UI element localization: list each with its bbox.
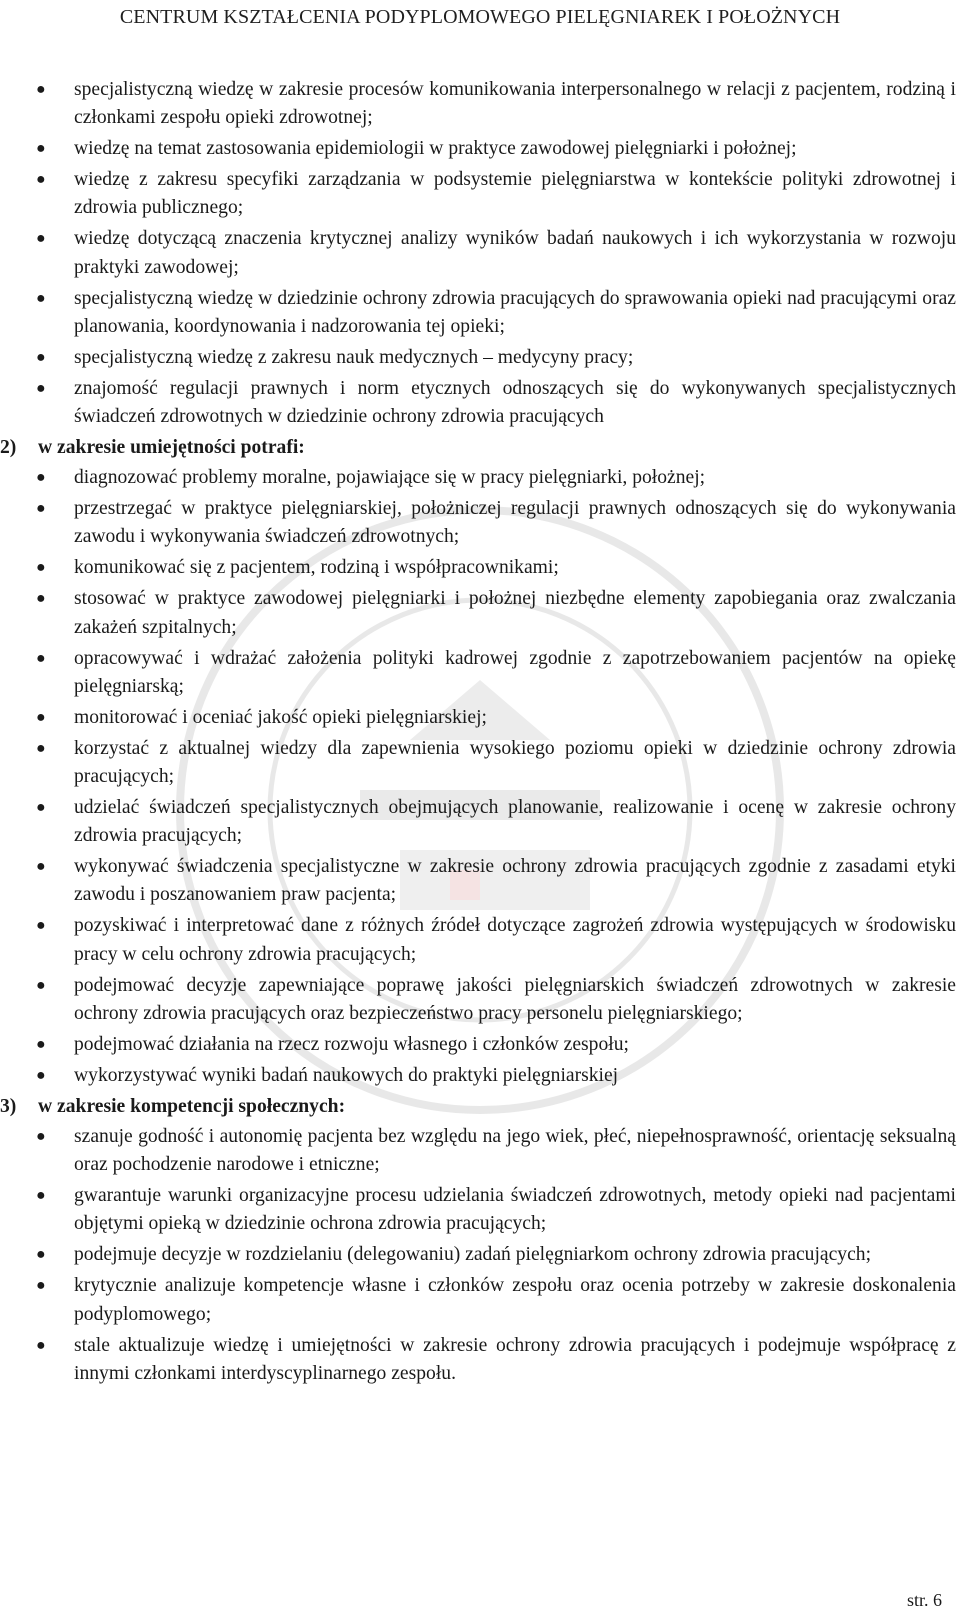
bullet-icon: ● <box>36 348 46 366</box>
list-item: ● komunikować się z pacjentem, rodziną i współpracownikami; <box>36 554 956 582</box>
list-item: ● specjalistyczną wiedzę z zakresu nauk medycznych – medycyny pracy; <box>36 344 956 372</box>
bullet-icon: ● <box>36 81 46 98</box>
list-item: ● specjalistyczną wiedzę w dziedzinie ochrony zdrowia pracujących do sprawowania opieki nad pracującymi oraz planowania, koordynowania i nadzorowania tej opieki; <box>36 285 956 341</box>
list-item: ● stosować w praktyce zawodowej pielęgniarki i położnej niezbędne elementy zapobiegania oraz zwalczania zakażeń szpitalnych; <box>36 585 956 641</box>
section3-list <box>36 1123 956 1388</box>
section1-list <box>36 76 956 431</box>
bullet-icon: ● <box>36 1187 46 1205</box>
bullet-icon: ● <box>36 917 46 935</box>
bullet-icon: ● <box>36 976 46 994</box>
bullet-icon: ● <box>36 140 46 158</box>
list-item: ● wiedzę z zakresu specyfiki zarządzania w podsystemie pielęgniarstwa w kontekście polityki zdrowotnej i zdrowia publicznego; <box>36 166 956 222</box>
list-item: ● wykonywać świadczenia specjalistyczne w zakresie ochrony zdrowia pracujących zgodnie z zasadami etyki zawodu i poszanowaniem praw pacjenta; <box>36 853 956 909</box>
section2-list <box>36 464 956 1090</box>
list-item: ● wiedzę na temat zastosowania epidemiologii w praktyce zawodowej pielęgniarki i położnej; <box>36 135 956 163</box>
list-item: ● wiedzę dotyczącą znaczenia krytycznej analizy wyników badań naukowych i ich wykorzystania w rozwoju praktyki zawodowej; <box>36 225 956 281</box>
bullet-icon: ● <box>36 1035 46 1053</box>
list-item: ● podejmować decyzje zapewniające poprawę jakości pielęgniarskich świadczeń zdrowotnych w zakresie ochrony zdrowia pracujących oraz bezpieczeństwo pracy personelu pielęgniarskiego; <box>36 972 956 1028</box>
list-item: ● udzielać świadczeń specjalistycznych obejmujących planowanie, realizowanie i ocenę w zakresie ochrony zdrowia pracujących; <box>36 794 956 850</box>
list-item: ● przestrzegać w praktyce pielęgniarskiej, położniczej regulacji prawnych odnoszących się do wykonywania zawodu i wykonywania świadczeń zdrowotnych; <box>36 495 956 551</box>
list-item: ● gwarantuje warunki organizacyjne procesu udzielania świadczeń zdrowotnych, metody opieki nad pacjentami objętymi opieką w dziedzinie ochrona zdrowia pracujących; <box>36 1182 956 1238</box>
bullet-icon: ● <box>36 799 46 817</box>
list-item: ● pozyskiwać i interpretować dane z różnych źródeł dotyczące zagrożeń zdrowia występujących w środowisku pracy w celu ochrony zdrowia pracujących; <box>36 912 956 968</box>
bullet-icon: ● <box>36 379 46 397</box>
bullet-icon: ● <box>36 1066 46 1084</box>
bullet-icon: ● <box>36 289 46 307</box>
section-number: 2) <box>0 437 17 459</box>
section-title: w zakresie umiejętności potrafi: <box>38 437 305 459</box>
bullet-icon: ● <box>36 1277 46 1295</box>
list-item: ● krytycznie analizuje kompetencje własne i członków zespołu oraz ocenia potrzeby w zakresie doskonalenia podyplomowego; <box>36 1272 956 1328</box>
list-item: ● stale aktualizuje wiedzę i umiejętności w zakresie ochrony zdrowia pracujących i podejmuje współpracę z innymi członkami interdyscyplinarnego zespołu. <box>36 1332 956 1388</box>
bullet-icon: ● <box>36 1336 46 1354</box>
list-item: ● znajomość regulacji prawnych i norm etycznych odnoszących się do wykonywanych specjalistycznych świadczeń zdrowotnych w dziedzinie ochrony zdrowia pracujących <box>36 375 956 431</box>
bullet-icon: ● <box>36 1246 46 1264</box>
list-item: ● specjalistyczną wiedzę w zakresie procesów komunikowania interpersonalnego w relacji z pacjentem, rodziną i członkami zespołu opieki zdrowotnej; <box>36 76 956 132</box>
bullet-icon: ● <box>36 649 46 667</box>
bullet-icon: ● <box>36 739 46 757</box>
page-number: str. 6 <box>906 1590 942 1610</box>
bullet-icon: ● <box>36 469 46 487</box>
bullet-icon: ● <box>36 590 46 608</box>
list-item: ● szanuje godność i autonomię pacjenta bez względu na jego wiek, płeć, niepełnosprawność, orientację seksualną oraz pochodzenie narodowe i etniczne; <box>36 1123 956 1179</box>
list-item: ● monitorować i oceniać jakość opieki pielęgniarskiej; <box>36 704 956 732</box>
document-body <box>0 76 956 1391</box>
section2-heading <box>0 434 956 462</box>
list-item: ● korzystać z aktualnej wiedzy dla zapewnienia wysokiego poziomu opieki w dziedzinie ochrony zdrowia pracujących; <box>36 735 956 791</box>
bullet-icon: ● <box>36 230 46 248</box>
bullet-icon: ● <box>36 559 46 577</box>
list-item: ● opracowywać i wdrażać założenia polityki kadrowej zgodnie z zapotrzebowaniem pacjentów na opiekę pielęgniarską; <box>36 645 956 701</box>
bullet-icon: ● <box>36 858 46 876</box>
section-number: 3) <box>0 1095 17 1117</box>
list-item: ● diagnozować problemy moralne, pojawiające się w pracy pielęgniarki, położnej; <box>36 464 956 492</box>
bullet-icon: ● <box>36 171 46 189</box>
section3-heading <box>0 1093 956 1121</box>
list-item: ● podejmuje decyzje w rozdzielaniu (delegowaniu) zadań pielęgniarkom ochrony zdrowia pracujących; <box>36 1241 956 1269</box>
bullet-icon: ● <box>36 500 46 518</box>
page-header: CENTRUM KSZTAŁCENIA PODYPLOMOWEGO PIELĘGNIAREK I POŁOŻNYCH <box>119 6 841 28</box>
bullet-icon: ● <box>36 1128 46 1146</box>
section-title: w zakresie kompetencji społecznych: <box>38 1095 346 1117</box>
list-item: ● podejmować działania na rzecz rozwoju własnego i członków zespołu; <box>36 1031 956 1059</box>
bullet-icon: ● <box>36 708 46 726</box>
list-item: ● wykorzystywać wyniki badań naukowych do praktyki pielęgniarskiej <box>36 1062 956 1090</box>
